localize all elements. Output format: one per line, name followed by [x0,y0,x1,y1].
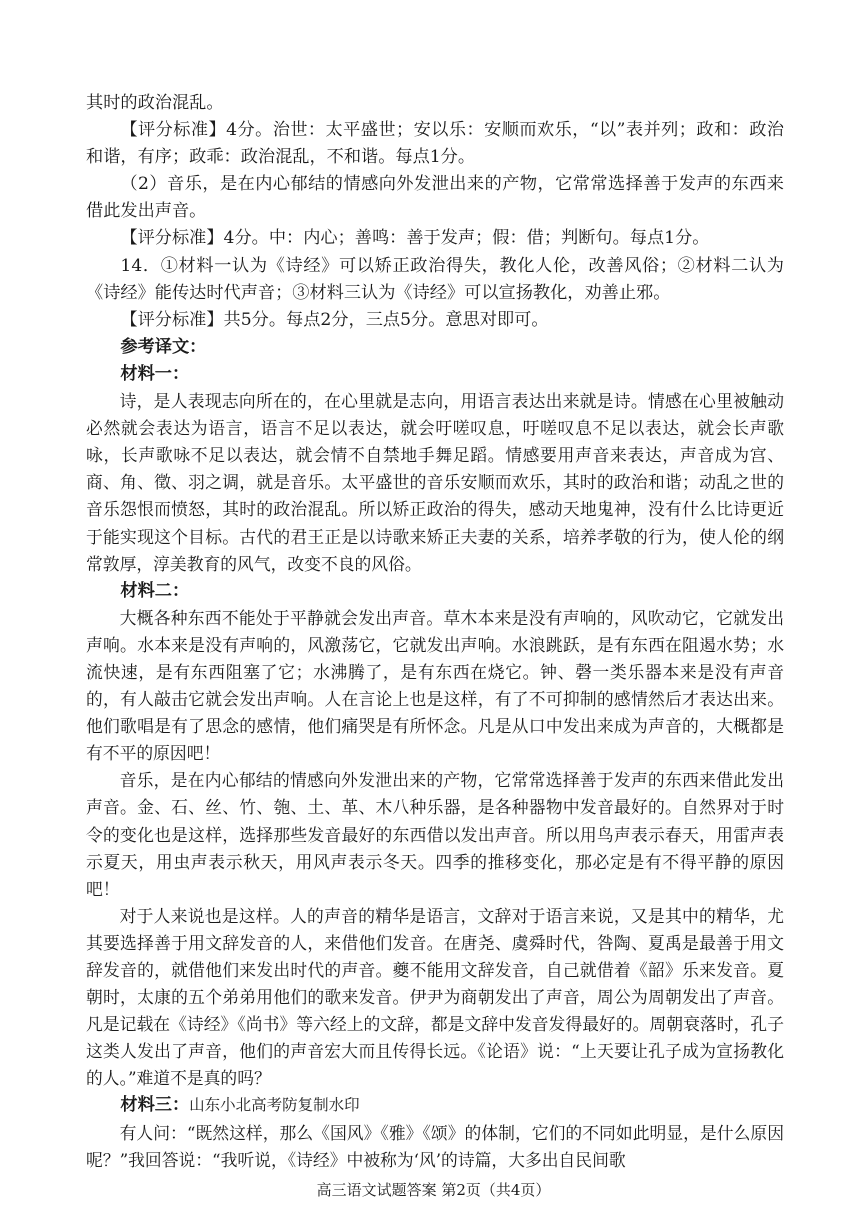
q13-scoring-standard-1: 【评分标准】4分。治世：太平盛世；安以乐：安顺而欢乐，“以”表并列；政和：政治和谐，有序；政乖：政治混乱，不和谐。每点1分。 [86,120,784,168]
q14-scoring-standard: 【评分标准】共5分。每点2分，三点5分。意思对即可。 [120,309,549,330]
q13-scoring-standard-2: 【评分标准】4分。中：内心；善鸣：善于发声；假：借；判断句。每点1分。 [120,228,710,249]
q14-answer: 14．①材料一认为《诗经》可以矫正政治得失，教化人伦，改善风俗；②材料二认为《诗经》能传达时代声音；③材料三认为《诗经》可以宣扬教化，劝善止邪。 [86,255,784,303]
material-1-title: 材料一： [120,363,190,384]
material-2-paragraph-2: 音乐，是在内心郁结的情感向外发泄出来的产物，它常常选择善于发声的东西来借此发出声音。金、石、丝、竹、匏、土、革、木八种乐器，是各种器物中发音最好的。自然界对于时令的变化也是这样，选择那些发音最好的东西借以发出声音。所以用鸟声表示春天，用雷声表示夏天，用虫声表示秋天，用风声表示冬天。四季的推移变化，那必定是有不得平静的原因吧！ [86,770,784,899]
page-content [86,90,784,1174]
material-3-title-line [86,1092,784,1119]
material-1-paragraph: 诗，是人表现志向所在的，在心里就是志向，用语言表达出来就是诗。情感在心里被触动必然就会表达为语言，语言不足以表达，就会吁嗟叹息，吁嗟叹息不足以表达，就会长声歌咏，长声歌咏不足以表达，就会情不自禁地手舞足蹈。情感要用声音来表达，声音成为宫、商、角、徵、羽之调，就是音乐。太平盛世的音乐安顺而欢乐，其时的政治和谐；动乱之世的音乐怨恨而愤怒，其时的政治混乱。所以矫正政治的得失，感动天地鬼神，没有什么比诗更近于能实现这个目标。古代的君王正是以诗歌来矫正夫妻的关系，培养孝敬的行为，使人伦的纲常敦厚，淳美教育的风气，改变不良的风俗。 [86,391,784,574]
q13-part2-answer: （2）音乐，是在内心郁结的情感向外发泄出来的产物，它常常选择善于发声的东西来借此发出声音。 [86,174,784,222]
material-2-title: 材料二： [120,580,190,601]
material-3-title: 材料三： [120,1095,190,1116]
translation-heading: 参考译文： [120,336,207,357]
watermark-text: 山东小北高考防复制水印 [189,1096,360,1115]
material-3-paragraph: 有人问：“既然这样，那么《国风》《雅》《颂》的体制，它们的不同如此明显，是什么原因呢？”我回答说：“我听说，《诗经》中被称为‘风’的诗篇，大多出自民间歌 [86,1122,784,1170]
answer-line-continuation: 其时的政治混乱。 [86,93,224,113]
material-2-paragraph-3: 对于人来说也是这样。人的声音的精华是语言，文辞对于语言来说，又是其中的精华，尤其要选择善于用文辞发音的人，来借他们发音。在唐尧、虞舜时代，咎陶、夏禹是最善于用文辞发音的，就借他们来发出时代的声音。夔不能用文辞发音，自己就借着《韶》乐来发音。夏朝时，太康的五个弟弟用他们的歌来发音。伊尹为商朝发出了声音，周公为周朝发出了声音。凡是记载在《诗经》《尚书》等六经上的文辞，都是文辞中发音发得最好的。周朝衰落时，孔子这类人发出了声音，他们的声音宏大而且传得长远。《论语》说：“上天要让孔子成为宣扬教化的人。”难道不是真的吗？ [86,905,784,1089]
page-footer: 高三语文试题答案 第2页（共4页） [316,1181,551,1199]
material-2-paragraph-1: 大概各种东西不能处于平静就会发出声音。草木本来是没有声响的，风吹动它，它就发出声响。水本来是没有声响的，风激荡它，它就发出声响。水浪跳跃，是有东西在阻遏水势；水流快速，是有东西阻塞了它；水沸腾了，是有东西在烧它。钟、磬一类乐器本来是没有声音的，有人敲击它就会发出声响。人在言论上也是这样，有了不可抑制的感情然后才表达出来。他们歌唱是有了思念的感情，他们痛哭是有所怀念。凡是从口中发出来成为声音的，大概都是有不平的原因吧！ [86,607,784,764]
